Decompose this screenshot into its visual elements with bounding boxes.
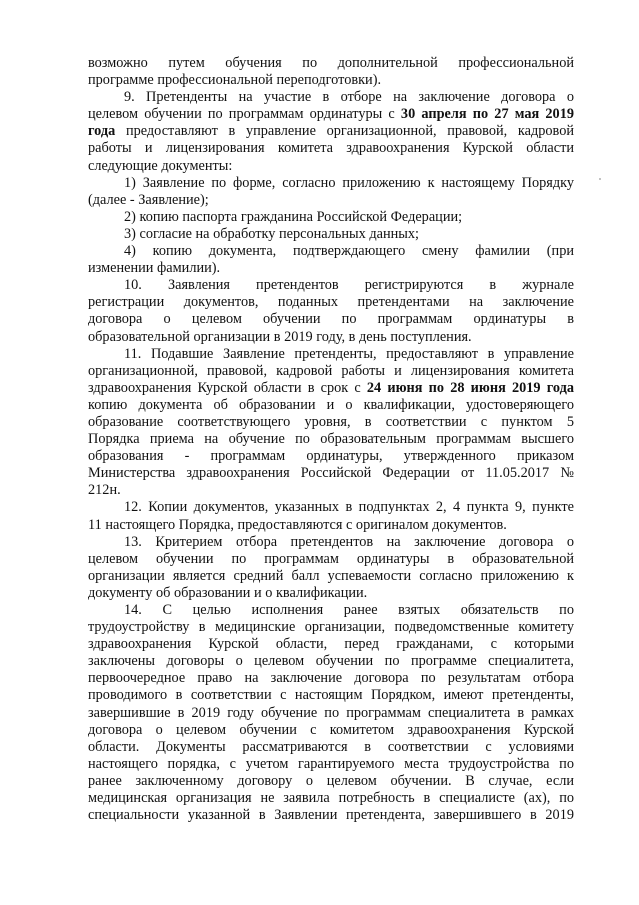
document-body [88, 55, 574, 824]
text-line: образование соответствующего уровня, в соответствии с пунктом 5 [88, 413, 574, 430]
text-line: образования - программам ординатуры, утвержденного приказом [88, 448, 574, 465]
text-line: образовательной организации в 2019 году, в день поступления. [88, 328, 472, 345]
text-line: медицинская организация не заявила потребность в специалисте (ах), по [88, 790, 574, 807]
text-line: 10. Заявления претендентов регистрируются в журнале [124, 277, 574, 294]
deadline-bold: 30 апреля по 27 мая 2019 [400, 106, 575, 123]
paragraph-9 [88, 89, 574, 174]
text-line: здравоохранения Курской области, перед гражданами, с которыми [88, 636, 574, 653]
paragraph-11 [88, 346, 574, 500]
list-item: 3) согласие на обработку персональных данных; [124, 225, 419, 242]
text-line: заключены договоры о целевом обучении по программе специалитета, [88, 653, 574, 670]
scan-speck [599, 178, 601, 180]
paragraph-13 [88, 534, 574, 602]
text-line: области. Документы рассматриваются в соответствии с условиями [88, 738, 574, 755]
text-line: проводимого в соответствии с настоящим Порядком, имеют претенденты, [88, 687, 574, 704]
text-line: 12. Копии документов, указанных в подпунктах 2, 4 пункта 9, пункте [124, 499, 574, 516]
paragraph-12 [88, 499, 574, 533]
text-line: копию документа об образовании и о квалификации, удостоверяющего [88, 396, 574, 413]
text-line: 212н. [88, 482, 121, 499]
text-line: изменении фамилии). [88, 260, 221, 277]
list-item: 1) Заявление по форме, согласно приложению к настоящему Порядку [124, 174, 574, 191]
text-line: настоящего порядка, с учетом гарантируемого места трудоустройства по [88, 755, 574, 772]
text-line: Порядка приема на обучение по образовательным программам высшего [88, 431, 574, 448]
text-run: целевом обучении по программам ординатуры с [88, 106, 401, 123]
text-run: здравоохранения Курской области в срок с [88, 379, 367, 396]
text-line: ранее заключенному договору о целевом обучении. В случае, если [88, 772, 574, 789]
text-line: 14. С целью исполнения ранее взятых обязательств по [124, 602, 574, 618]
text-line: договора о целевом обучении по программам ординатуры в [88, 311, 574, 328]
text-line: (далее - Заявление); [88, 191, 209, 208]
paragraph-14 [88, 602, 574, 824]
text-line [88, 123, 574, 140]
text-line [88, 380, 574, 397]
text-line: регистрации документов, поданных претендентами на заключение [88, 294, 574, 311]
text-line: 11. Подавшие Заявление претенденты, предоставляют в управление [124, 345, 574, 362]
deadline-bold: 24 июня по 28 июня 2019 года [366, 379, 575, 396]
text-line: 9. Претенденты на участие в отборе на заключение договора о [124, 89, 574, 106]
text-line [88, 106, 574, 123]
text-line: возможно путем обучения по дополнительной профессиональной [88, 55, 574, 71]
deadline-bold: года [88, 123, 116, 140]
text-line: 13. Критерием отбора претендентов на заключение договора о [124, 533, 574, 550]
text-line: трудоустройству в медицинские организации, подведомственные комитету [88, 619, 574, 636]
text-line: работы и лицензирования комитета здравоохранения Курской области [88, 140, 574, 157]
list-item: 4) копию документа, подтверждающего смену фамилии (при [124, 243, 574, 260]
text-line: Министерства здравоохранения Российской Федерации от 11.05.2017 № [88, 465, 574, 482]
text-line: организации является средний балл успеваемости согласно приложению к [88, 567, 574, 584]
paragraph-continuation [88, 55, 574, 89]
text-line: документу об образовании и о квалификации. [88, 584, 368, 601]
text-line: следующие документы: [88, 157, 233, 174]
text-line: завершившие в 2019 году обучение по программам специалитета в рамках [88, 704, 574, 721]
text-line: специальности указанной в Заявлении претендента, завершившего в 2019 [88, 807, 574, 824]
text-run: предоставляют в управление организационной, правовой, кадровой [115, 123, 574, 140]
text-line: организационной, правовой, кадровой работы и лицензирования комитета [88, 362, 574, 379]
paragraph-10 [88, 277, 574, 345]
text-line: 11 настоящего Порядка, предоставляются с оригиналом документов. [88, 516, 507, 533]
list-item: 2) копию паспорта гражданина Российской Федерации; [124, 208, 463, 225]
text-line: первоочередное право на заключение договора по результатам отбора [88, 670, 574, 687]
text-line: целевом обучении по программам ординатуры в образовательной [88, 550, 574, 567]
text-line: программе профессиональной переподготовки). [88, 72, 382, 89]
paragraph-9-items [88, 175, 574, 278]
text-line: договора о целевом обучении с комитетом здравоохранения Курской [88, 721, 574, 738]
